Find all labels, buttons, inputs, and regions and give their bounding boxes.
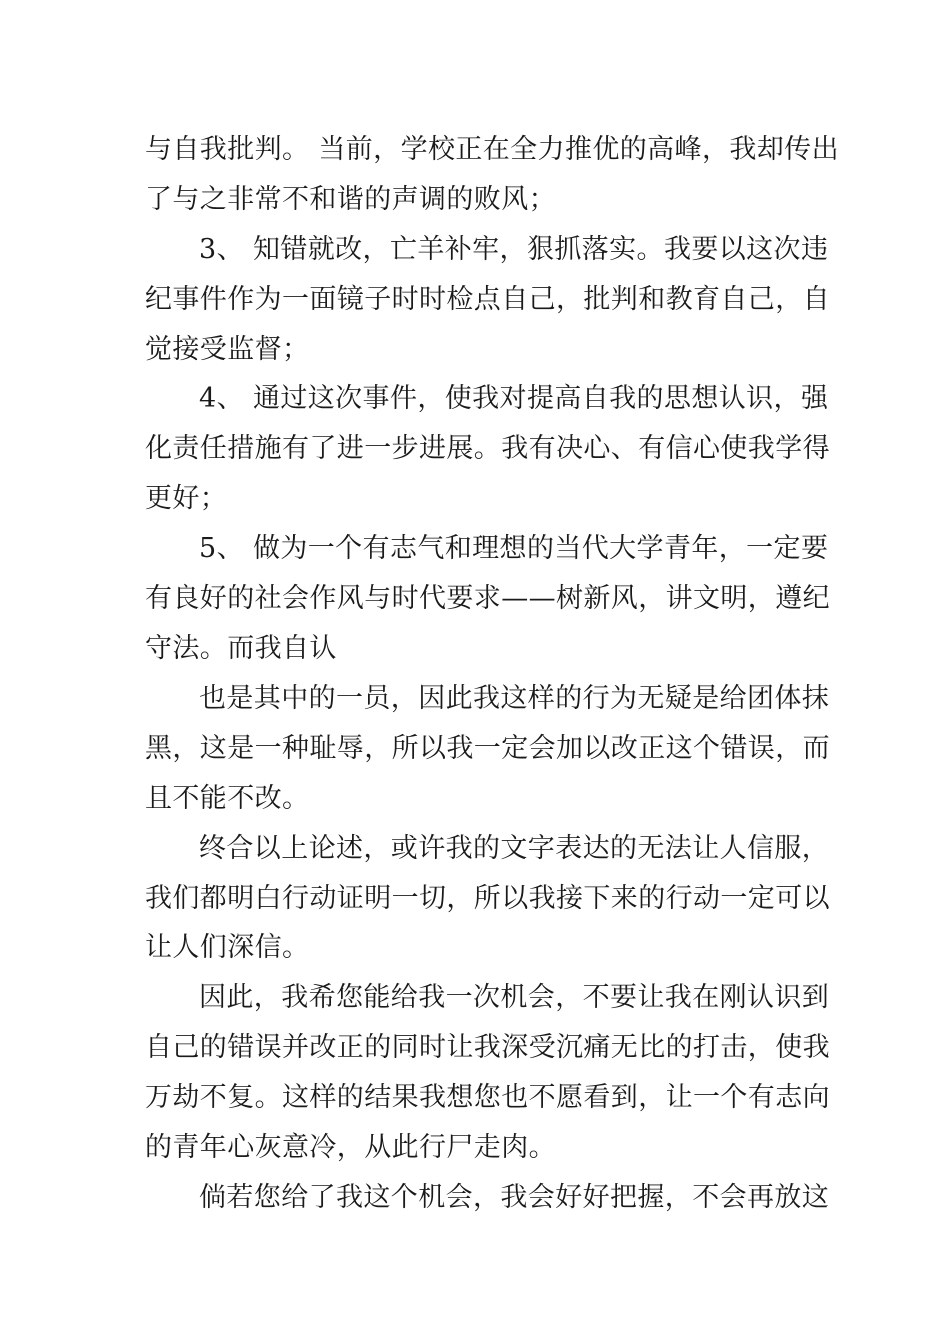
text-line: 了与之非常不和谐的声调的败风； xyxy=(145,184,556,215)
numbered-item-3: 3、 知错就改，亡羊补牢，狠抓落实。我要以这次违 xyxy=(199,234,829,265)
text-line: 更好； xyxy=(145,483,228,514)
paragraph-start: 倘若您给了我这个机会，我会好好把握，不会再放这 xyxy=(199,1182,830,1213)
text-line: 与自我批判。 当前，学校正在全力推优的高峰，我却传出 xyxy=(145,134,839,165)
paragraph-start: 因此，我希您能给我一次机会，不要让我在刚认识到 xyxy=(199,982,830,1013)
text-line: 且不能不改。 xyxy=(145,783,310,814)
numbered-item-5: 5、 做为一个有志气和理想的当代大学青年，一定要 xyxy=(199,533,829,564)
text-line: 纪事件作为一面镜子时时检点自己，批判和教育自己，自 xyxy=(145,284,830,315)
text-line: 有良好的社会作风与时代要求——树新风，讲文明，遵纪 xyxy=(145,583,830,614)
text-line: 守法。而我自认 xyxy=(145,633,337,664)
text-line: 自己的错误并改正的同时让我深受沉痛无比的打击，使我 xyxy=(145,1032,830,1063)
paragraph-start: 也是其中的一员，因此我这样的行为无疑是给团体抹 xyxy=(199,683,830,714)
text-line: 黑，这是一种耻辱，所以我一定会加以改正这个错误，而 xyxy=(145,733,830,764)
numbered-item-4: 4、 通过这次事件，使我对提高自我的思想认识，强 xyxy=(199,383,829,414)
text-line: 化责任措施有了进一步进展。我有决心、有信心使我学得 xyxy=(145,433,830,464)
paragraph-start: 终合以上论述，或许我的文字表达的无法让人信服， xyxy=(199,833,830,864)
text-line: 让人们深信。 xyxy=(145,932,310,963)
text-line: 我们都明白行动证明一切，所以我接下来的行动一定可以 xyxy=(145,883,830,914)
text-line: 的青年心灰意冷，从此行尸走肉。 xyxy=(145,1132,556,1163)
text-line: 万劫不复。这样的结果我想您也不愿看到，让一个有志向 xyxy=(145,1082,830,1113)
text-line: 觉接受监督； xyxy=(145,334,310,365)
